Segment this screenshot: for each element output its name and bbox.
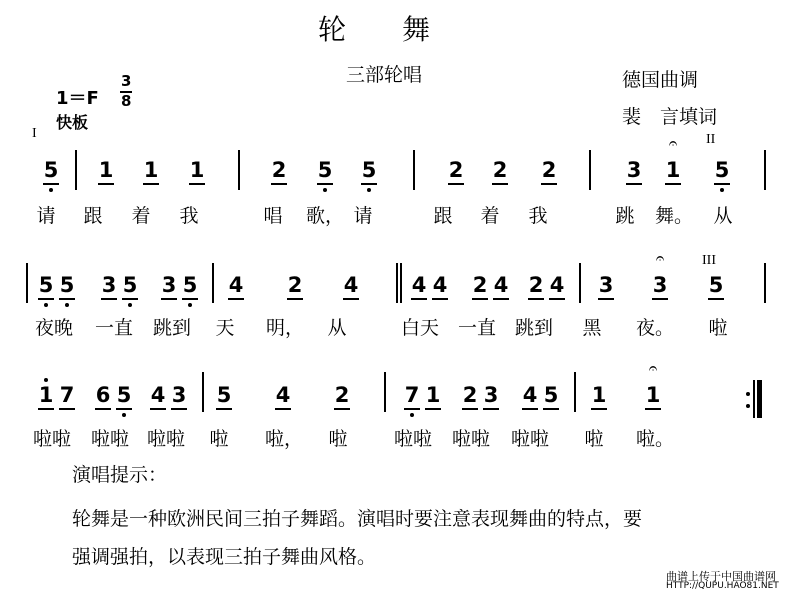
eighth-underline <box>645 408 661 410</box>
subtitle: 三部轮唱 <box>346 64 423 86</box>
eighth-underline <box>38 408 54 410</box>
eighth-underline <box>171 408 187 410</box>
lyric-syllable: 啦 <box>584 428 604 450</box>
lyric-syllable: 我 <box>179 205 199 227</box>
eighth-underline <box>714 183 730 185</box>
part-marker-2: II <box>706 132 716 147</box>
repeat-dot <box>746 392 750 396</box>
barline <box>589 150 591 190</box>
lyric-syllable: 啦啦 <box>510 428 549 450</box>
lyric-syllable: 啦啦 <box>146 428 185 450</box>
eighth-underline <box>425 408 441 410</box>
note-digit: 3 <box>598 273 614 297</box>
tips-heading: 演唱提示： <box>72 464 168 486</box>
lyric-syllable: 我 <box>528 205 548 227</box>
barline <box>413 150 415 190</box>
note-digit: 2 <box>334 383 350 407</box>
note-digit: 7 <box>59 383 75 407</box>
eighth-underline <box>182 298 198 300</box>
barline <box>396 263 398 303</box>
thin-barline <box>753 380 755 418</box>
note-digit: 5 <box>38 273 54 297</box>
watermark-line-2: HTTP://QUPU.HAO81.NET <box>666 581 779 591</box>
eighth-underline <box>708 298 724 300</box>
note-digit: 5 <box>714 158 730 182</box>
part-marker-1: I <box>32 126 37 141</box>
eighth-underline <box>228 298 244 300</box>
eighth-underline <box>216 408 232 410</box>
eighth-underline <box>522 408 538 410</box>
note-digit: 4 <box>411 273 427 297</box>
note-digit: 2 <box>492 158 508 182</box>
note-digit: 5 <box>59 273 75 297</box>
low-octave-dot <box>188 303 192 307</box>
note-digit: 5 <box>43 158 59 182</box>
lyric-syllable: 夜。 <box>636 317 675 339</box>
tempo-marking: 快板 <box>56 113 89 132</box>
eighth-underline <box>275 408 291 410</box>
eighth-underline <box>161 298 177 300</box>
lyric-syllable: 从 <box>327 317 347 339</box>
lyric-syllable: 啦 <box>708 317 728 339</box>
lyric-syllable: 啦。 <box>636 428 675 450</box>
note-digit: 1 <box>143 158 159 182</box>
lyric-syllable: 跳到 <box>514 317 553 339</box>
lyric-syllable: 啦啦 <box>393 428 432 450</box>
low-octave-dot <box>367 188 371 192</box>
note-digit: 1 <box>591 383 607 407</box>
note-digit: 5 <box>216 383 232 407</box>
lyric-syllable: 啦， <box>265 428 304 450</box>
fermata-icon: 𝄐 <box>648 359 658 377</box>
eighth-underline <box>411 298 427 300</box>
eighth-underline <box>38 298 54 300</box>
barline <box>579 263 581 303</box>
low-octave-dot <box>128 303 132 307</box>
barline <box>400 263 402 303</box>
note-digit: 4 <box>275 383 291 407</box>
eighth-underline <box>271 183 287 185</box>
eighth-underline <box>59 408 75 410</box>
note-digit: 5 <box>182 273 198 297</box>
note-digit: 5 <box>543 383 559 407</box>
lyricist-credit: 裴 言填词 <box>622 106 718 128</box>
note-digit: 4 <box>432 273 448 297</box>
low-octave-dot <box>323 188 327 192</box>
eighth-underline <box>287 298 303 300</box>
eighth-underline <box>189 183 205 185</box>
eighth-underline <box>665 183 681 185</box>
eighth-underline <box>122 298 138 300</box>
note-digit: 3 <box>161 273 177 297</box>
note-digit: 4 <box>522 383 538 407</box>
eighth-underline <box>543 408 559 410</box>
low-octave-dot <box>49 188 53 192</box>
key-signature: 1＝F <box>56 88 99 109</box>
note-digit: 5 <box>708 273 724 297</box>
note-digit: 5 <box>317 158 333 182</box>
lyric-syllable: 从 <box>713 205 733 227</box>
fermata-icon: 𝄐 <box>668 134 678 152</box>
lyric-syllable: 啦啦 <box>451 428 490 450</box>
barline <box>384 372 386 412</box>
eighth-underline <box>448 183 464 185</box>
eighth-underline <box>462 408 478 410</box>
fermata-icon: 𝄐 <box>655 249 665 267</box>
composer-credit: 德国曲调 <box>622 69 699 91</box>
lyric-syllable: 白天 <box>400 317 439 339</box>
barline <box>764 263 766 303</box>
lyric-syllable: 啦啦 <box>32 428 71 450</box>
eighth-underline <box>626 183 642 185</box>
low-octave-dot <box>410 413 414 417</box>
note-digit: 4 <box>493 273 509 297</box>
lyric-syllable: 着 <box>131 205 151 227</box>
lyric-syllable: 歌， <box>306 205 345 227</box>
lyric-syllable: 跳 <box>615 205 635 227</box>
low-octave-dot <box>44 303 48 307</box>
barline <box>26 263 28 303</box>
note-digit: 2 <box>271 158 287 182</box>
note-digit: 1 <box>98 158 114 182</box>
lyric-syllable: 跳到 <box>152 317 191 339</box>
eighth-underline <box>598 298 614 300</box>
tips-line-1: 轮舞是一种欧洲民间三拍子舞蹈。演唱时要注意表现舞曲的特点，要 <box>72 508 643 530</box>
note-digit: 5 <box>116 383 132 407</box>
thick-barline <box>757 380 762 418</box>
note-digit: 2 <box>541 158 557 182</box>
lyric-syllable: 跟 <box>433 205 453 227</box>
eighth-underline <box>343 298 359 300</box>
lyric-syllable: 着 <box>480 205 500 227</box>
eighth-underline <box>549 298 565 300</box>
time-signature-denominator: 8 <box>121 92 132 110</box>
note-digit: 6 <box>95 383 111 407</box>
note-digit: 1 <box>38 383 54 407</box>
part-marker-3: III <box>702 253 716 268</box>
note-digit: 4 <box>228 273 244 297</box>
lyric-syllable: 天 <box>215 317 235 339</box>
note-digit: 2 <box>528 273 544 297</box>
eighth-underline <box>492 183 508 185</box>
lyric-syllable: 跟 <box>83 205 103 227</box>
note-digit: 7 <box>404 383 420 407</box>
tips-line-2: 强调强拍，以表现三拍子舞曲风格。 <box>72 546 377 568</box>
note-digit: 1 <box>645 383 661 407</box>
low-octave-dot <box>122 413 126 417</box>
note-digit: 4 <box>343 273 359 297</box>
eighth-underline <box>361 183 377 185</box>
note-digit: 2 <box>472 273 488 297</box>
note-digit: 1 <box>665 158 681 182</box>
low-octave-dot <box>65 303 69 307</box>
eighth-underline <box>334 408 350 410</box>
lyric-syllable: 啦 <box>209 428 229 450</box>
eighth-underline <box>472 298 488 300</box>
barline <box>212 263 214 303</box>
note-digit: 4 <box>549 273 565 297</box>
eighth-underline <box>116 408 132 410</box>
eighth-underline <box>43 183 59 185</box>
eighth-underline <box>317 183 333 185</box>
watermark-line-1: 曲谱上传于中国曲谱网 <box>666 570 776 583</box>
lyric-syllable: 一直 <box>457 317 496 339</box>
song-title: 轮 舞 <box>318 13 431 46</box>
note-digit: 3 <box>626 158 642 182</box>
note-digit: 2 <box>448 158 464 182</box>
lyric-syllable: 唱 <box>263 205 283 227</box>
lyric-syllable: 夜晚 <box>34 317 73 339</box>
barline <box>574 372 576 412</box>
eighth-underline <box>95 408 111 410</box>
barline <box>202 372 204 412</box>
note-digit: 1 <box>189 158 205 182</box>
eighth-underline <box>98 183 114 185</box>
eighth-underline <box>59 298 75 300</box>
final-barline <box>746 380 762 418</box>
eighth-underline <box>493 298 509 300</box>
note-digit: 2 <box>462 383 478 407</box>
note-digit: 5 <box>122 273 138 297</box>
time-signature-numerator: 3 <box>121 72 132 90</box>
eighth-underline <box>143 183 159 185</box>
eighth-underline <box>483 408 499 410</box>
note-digit: 5 <box>361 158 377 182</box>
eighth-underline <box>591 408 607 410</box>
barline <box>764 150 766 190</box>
barline <box>238 150 240 190</box>
lyric-syllable: 请 <box>353 205 373 227</box>
lyric-syllable: 黑 <box>582 317 602 339</box>
eighth-underline <box>404 408 420 410</box>
note-digit: 2 <box>287 273 303 297</box>
note-digit: 1 <box>425 383 441 407</box>
eighth-underline <box>541 183 557 185</box>
lyric-syllable: 啦 <box>328 428 348 450</box>
high-octave-dot <box>44 378 48 382</box>
note-digit: 3 <box>483 383 499 407</box>
eighth-underline <box>652 298 668 300</box>
lyric-syllable: 啦啦 <box>90 428 129 450</box>
repeat-dot <box>746 404 750 408</box>
lyric-syllable: 明， <box>266 317 305 339</box>
eighth-underline <box>150 408 166 410</box>
barline <box>75 150 77 190</box>
eighth-underline <box>528 298 544 300</box>
note-digit: 4 <box>150 383 166 407</box>
note-digit: 3 <box>652 273 668 297</box>
note-digit: 3 <box>171 383 187 407</box>
lyric-syllable: 一直 <box>94 317 133 339</box>
eighth-underline <box>101 298 117 300</box>
note-digit: 3 <box>101 273 117 297</box>
eighth-underline <box>432 298 448 300</box>
low-octave-dot <box>720 188 724 192</box>
lyric-syllable: 舞。 <box>655 205 694 227</box>
lyric-syllable: 请 <box>36 205 56 227</box>
